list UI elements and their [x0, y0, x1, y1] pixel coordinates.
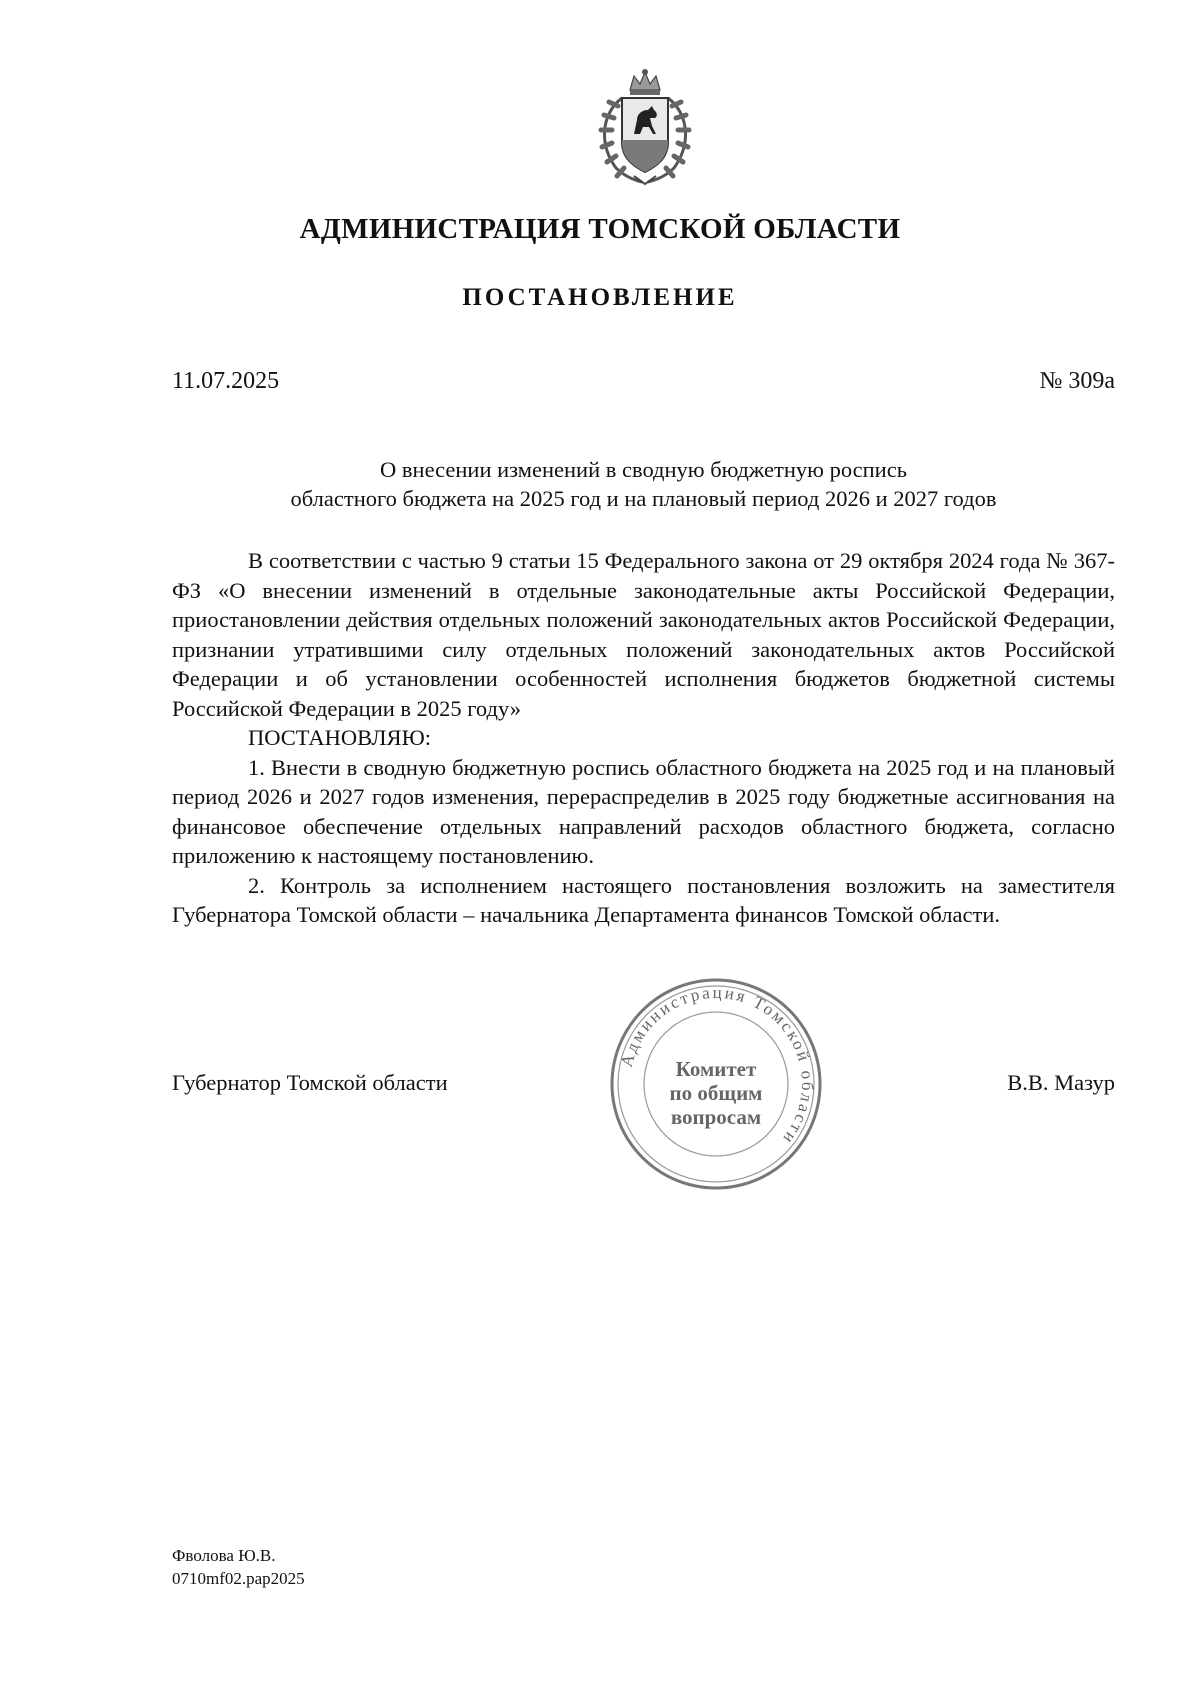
subject-line: О внесении изменений в сводную бюджетную роспись [380, 457, 907, 482]
item-paragraph: 2. Контроль за исполнением настоящего постановления возложить на заместителя Губернатора Томской области – начальника Департамента финансов Томской области. [172, 872, 1115, 927]
footer [172, 1544, 305, 1590]
preamble-paragraph: В соответствии с частью 9 статьи 15 Федерального закона от 29 октября 2024 года № 367-ФЗ «О внесении изменений в отдельные законодательные акты Российской Федерации, приостановлении действия отдельных положений законодательных актов Российской Федерации, признании утратившими силу отдельных положений законодательных актов Российской Федерации и об установлении особенностей исполнения бюджетов бюджетной системы Российской Федерации в 2025 году» [172, 548, 1115, 721]
official-stamp [606, 974, 826, 1194]
signatory-position: Губернатор Томской области [172, 1070, 448, 1095]
organization-title: АДМИНИСТРАЦИЯ ТОМСКОЙ ОБЛАСТИ [299, 213, 901, 245]
stamp-center-line: Комитет [675, 1057, 757, 1081]
stamp-ring-text: Администрация Томской области [616, 982, 818, 1150]
coat-of-arms-icon [582, 68, 708, 186]
document-subject [172, 455, 1115, 513]
document-number: № 309а [1039, 368, 1115, 394]
signatory-name: В.В. Мазур [1007, 1070, 1115, 1095]
document-type: ПОСТАНОВЛЕНИЕ [462, 284, 738, 311]
document-body [172, 546, 1115, 930]
stamp-center-line: вопросам [670, 1105, 762, 1129]
subject-line: областного бюджета на 2025 год и на плановый период 2026 и 2027 годов [290, 486, 997, 511]
file-reference: 0710mf02.pap2025 [172, 1569, 305, 1588]
executor-name: Фволова Ю.В. [172, 1546, 276, 1565]
document-date: 11.07.2025 [172, 368, 280, 394]
item-paragraph: 1. Внести в сводную бюджетную роспись областного бюджета на 2025 год и на плановый период 2026 и 2027 годов изменения, перераспределив в 2025 году бюджетные ассигнования на финансовое обеспечение отдельных направлений расходов областного бюджета, согласно приложению к настоящему постановлению. [172, 754, 1115, 868]
stamp-center-line: по общим [669, 1081, 763, 1105]
decree-heading: ПОСТАНОВЛЯЮ: [248, 725, 431, 750]
